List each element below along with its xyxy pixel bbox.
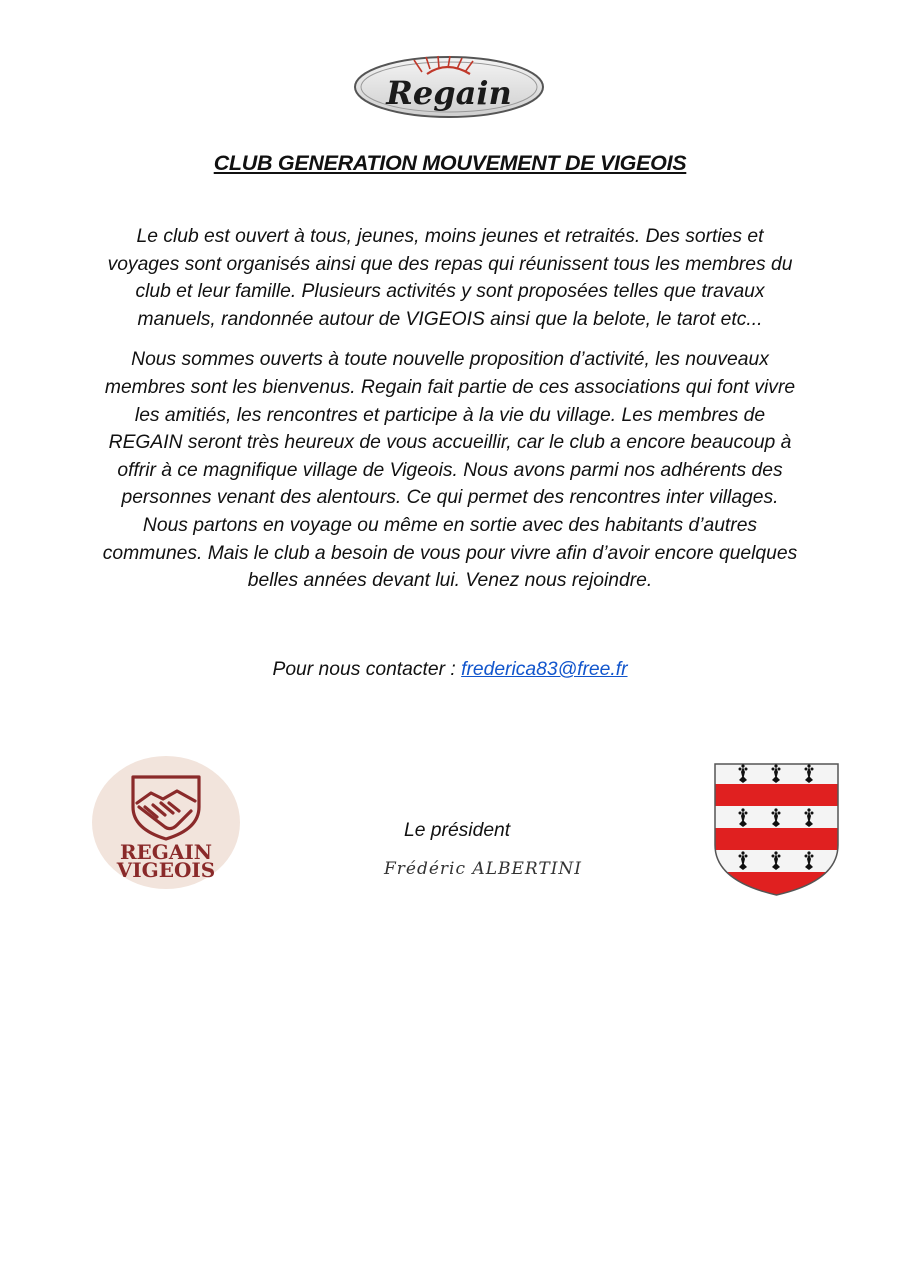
- regain-logo-text: Regain: [386, 74, 512, 112]
- badge-line-1: REGAIN: [119, 840, 213, 864]
- body-text: [100, 223, 800, 608]
- vigeois-coat-of-arms: [714, 763, 839, 896]
- page-title: CLUB GENERATION MOUVEMENT DE VIGEOIS: [213, 151, 687, 175]
- paragraph-intro: Le club est ouvert à tous, jeunes, moins jeunes et retraités. Des sorties et voyages sont organisés ainsi que des repas qui réunissent tous les membres du club et leur famille. Plusieurs activités y sont proposées telles que travaux manuels, randonnée autour de VIGEOIS ainsi que la belote, le tarot etc...: [107, 226, 793, 330]
- contact-label: Pour nous contacter :: [272, 659, 462, 680]
- president-title: Le président: [404, 820, 511, 841]
- president-signature: Frédéric ALBERTINI: [384, 859, 583, 879]
- badge-line-2: VIGEOIS: [116, 858, 216, 882]
- contact-line: [0, 659, 900, 681]
- contact-email-link[interactable]: frederica83@free.fr: [461, 659, 628, 680]
- regain-logo: [352, 54, 546, 120]
- regain-vigeois-badge: [91, 755, 241, 890]
- paragraph-invitation: Nous sommes ouverts à toute nouvelle proposition d’activité, les nouveaux membres sont les bienvenus. Regain fait partie de ces associations qui font vivre les amitiés, les rencontres et participe à la vie du village. Les membres de REGAIN seront très heureux de vous accueillir, car le club a encore beaucoup à offrir à ce magnifique village de Vigeois. Nous avons parmi nos adhérents des personnes venant des alentours. Ce qui permet des rencontres inter villages. Nous partons en voyage ou même en sortie avec des habitants d’autres communes. Mais le club a besoin de vous pour vivre afin d’avoir encore quelques belles années devant lui. Venez nous rejoindre.: [102, 349, 798, 592]
